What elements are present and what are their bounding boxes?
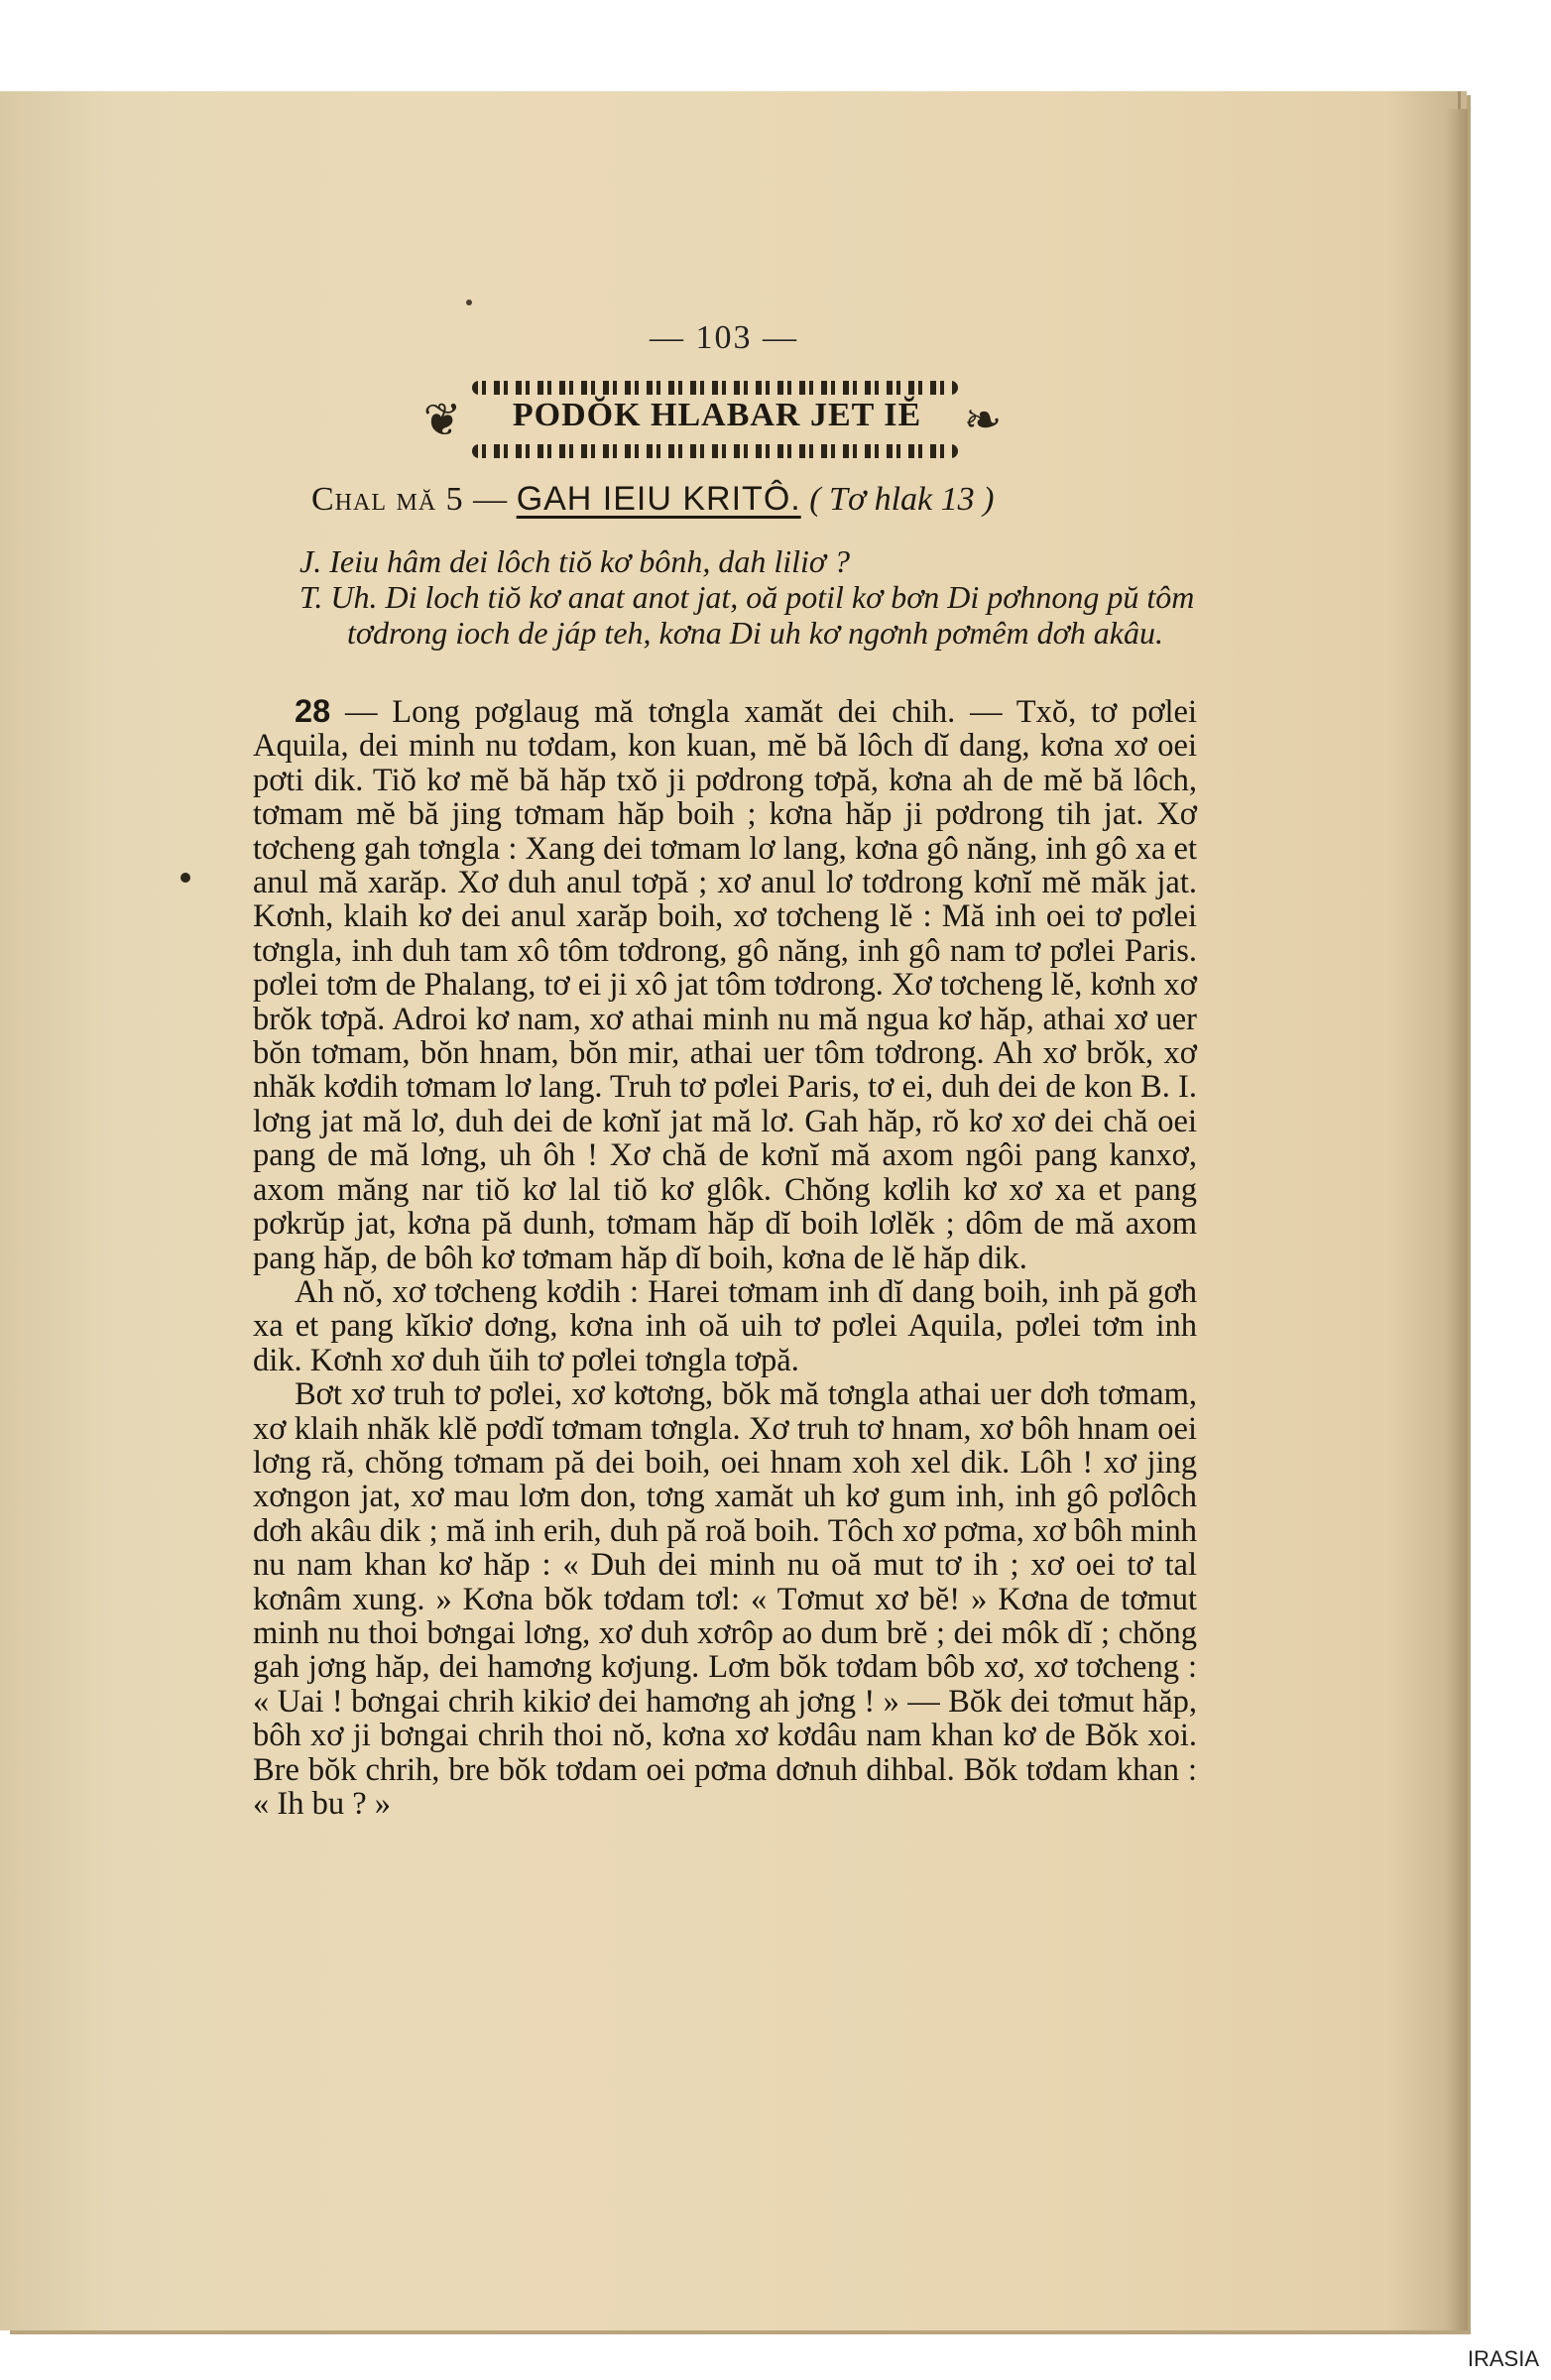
ornament-border-bottom <box>472 444 958 458</box>
lesson-topic: GAH IEIU KRITÔ. <box>516 480 801 518</box>
question: J. Ieiu hâm dei lôch tiŏ kơ bônh, dah liliơ ? <box>299 543 850 579</box>
header-banner <box>415 375 1010 466</box>
flourish-right-icon: ❧ <box>963 395 1003 445</box>
paragraph-1 <box>253 694 1197 1275</box>
paragraph-2: Ah nŏ, xơ tơcheng kơdih : Harei tơmam inh dĭ dang boih, inh pă gơh xa et pang kĭkiơ dơng, kơna inh oă uih tơ pơlei Aquila, pơlei tơm inh dik. Kơnh xơ duh ŭih tơ pơlei tơngla tơpă. <box>253 1273 1197 1378</box>
margin-mark <box>180 873 190 883</box>
ornament-border-top <box>472 381 958 395</box>
paragraph-1-text: — Long pơglaug mă tơngla xamăt dei chih. — Txŏ, tơ pơlei Aquila, dei minh nu tơdam, kon kuan, mĕ bă lôch dĭ dang, kơna xơ oei pơti dik. Tiŏ kơ mĕ bă hăp txŏ ji pơdrong tơpă, kơna ah de mĕ bă lôch, tơmam mĕ bă jing tơmam hăp boih ; kơna hăp ji pơdrong tih jat. Xơ tơcheng gah tơngla : Xang dei tơmam lơ lang, kơna gô năng, inh gô xa et anul mă xarăp. Xơ duh anul tơpă ; xơ anul lơ tơdrong kơnĭ mĕ măk jat. Kơnh, klaih kơ dei anul xarăp boih, xơ tơcheng lĕ : Mă inh oei tơ pơlei tơngla, inh duh tam xô tôm tơdrong, gô năng, inh gô nam tơ pơlei Paris. pơlei tơm de Phalang, tơ ei ji xô jat tôm tơdrong. Xơ tơcheng lĕ, kơnh xơ brŏk tơpă. Adroi kơ nam, xơ athai minh nu mă ngua kơ hăp, athai xơ uer bŏn tơmam, bŏn hnam, bŏn mir, athai uer tôm tơdrong. Ah xơ brŏk, xơ nhăk kơdih tơmam lơ lang. Truh tơ pơlei Paris, tơ ei, duh dei de kon B. I. lơng jat mă lơ, duh dei de kơnĭ jat mă lơ. Gah hăp, rŏ kơ xơ dei chă oei pang de mă lơng, uh ôh ! Xơ chă de kơnĭ mă axom ngôi pang kanxơ, axom măng nar tiŏ kơ lal tiŏ kơ glôk. Chŏng kơlih kơ xơ xa et pang pơkrŭp jat, kơna pă dunh, tơmam hăp dĭ boih lơlĕk ; dôm de mă axom pang hăp, de bôh kơ tơmam hăp dĭ boih, kơna de lĕ hăp dik. <box>253 694 1197 1276</box>
lesson-heading <box>311 480 1204 519</box>
watermark: IRASIA <box>1467 2346 1539 2371</box>
answer: T. Uh. Di loch tiŏ kơ anat anot jat, oă potil kơ bơn Di pơhnong pŭ tôm tơdrong ioch de jáp teh, kơna Di uh kơ ngơnh pơmêm dơh akâu. <box>299 579 1195 651</box>
lesson-reference: ( Tơ hlak 13 ) <box>809 481 995 518</box>
page-number: — 103 — <box>650 319 798 356</box>
catechism-qa <box>299 543 1212 651</box>
page-edge <box>1446 109 1468 2330</box>
flourish-left-icon: ❦ <box>422 395 462 445</box>
paragraph-3: Bơt xơ truh tơ pơlei, xơ kơtơng, bŏk mă tơngla athai uer dơh tơmam, xơ klaih nhăk klĕ pơdĭ tơmam tơngla. Xơ truh tơ hnam, xơ bôh hnam oei lơng ră, chŏng tơmam pă dei boih, oei hnam xoh xel dik. Lôh ! xơ jing xơngon jat, xơ mau lơm don, tơng xamăt uh kơ gum inh, inh gô pơlôch dơh akâu dik ; mă inh erih, duh pă roă boih. Tôch xơ pơma, xơ bôh minh nu nam khan kơ hăp : « Duh dei minh nu oă mut tơ ih ; xơ oei tơ tal kơnâm xung. » Kơna bŏk tơdam tơl: « Tơmut xơ bĕ! » Kơna de tơmut minh nu thoi bơngai lơng, xơ duh xơrôp ao dum brĕ ; dei môk dĭ ; chŏng gah jơng hăp, dei hamơng kơjung. Lơm bŏk tơdam bôb xơ, xơ tơcheng : « Uai ! bơngai chrih kikiơ dei hamơng ah jơng ! » — Bŏk dei tơmut hăp, bôh xơ ji bơngai chrih thoi nŏ, kơna xơ kơdâu nam khan kơ de Bŏk xoi. Bre bŏk chrih, bre bŏk tơdam oei pơma dơnuh dihbal. Bŏk tơdam khan : « Ih bu ? » <box>253 1376 1197 1822</box>
story-text <box>253 694 1197 1821</box>
section-number: 28 <box>295 693 331 729</box>
header-title: PODŎK HLABAR JET IĔ <box>512 397 922 433</box>
lesson-number: Chal mă 5 — <box>311 481 509 518</box>
print-speck <box>466 299 472 305</box>
